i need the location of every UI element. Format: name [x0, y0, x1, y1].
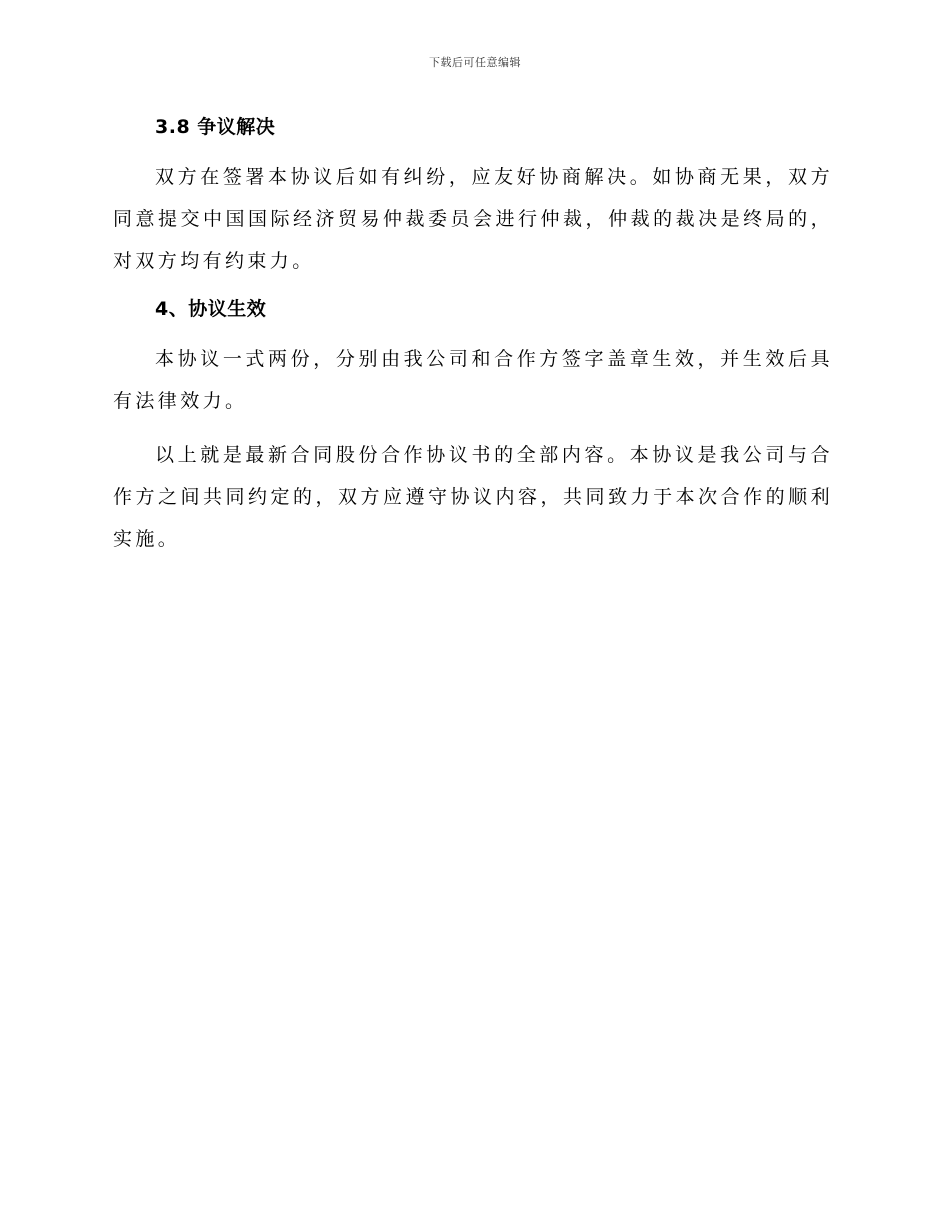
section-heading-dispute-resolution: 3.8 争议解决	[155, 116, 276, 138]
paragraph-dispute-resolution: 双方在签署本协议后如有纠纷，应友好协商解决。如协商无果，双方同意提交中国国际经济贸易仲裁委员会进行仲裁，仲裁的裁决是终局的，对双方均有约束力。	[113, 166, 833, 272]
document-body	[113, 112, 833, 560]
header-note: 下载后可任意编辑	[429, 56, 521, 69]
paragraph-closing: 以上就是最新合同股份合作协议书的全部内容。本协议是我公司与合作方之间共同约定的，双方应遵守协议内容，共同致力于本次合作的顺利实施。	[113, 444, 833, 550]
section-heading-agreement-effect: 4、协议生效	[155, 298, 267, 320]
paragraph-agreement-effect: 本协议一式两份，分别由我公司和合作方签字盖章生效，并生效后具有法律效力。	[113, 348, 833, 412]
